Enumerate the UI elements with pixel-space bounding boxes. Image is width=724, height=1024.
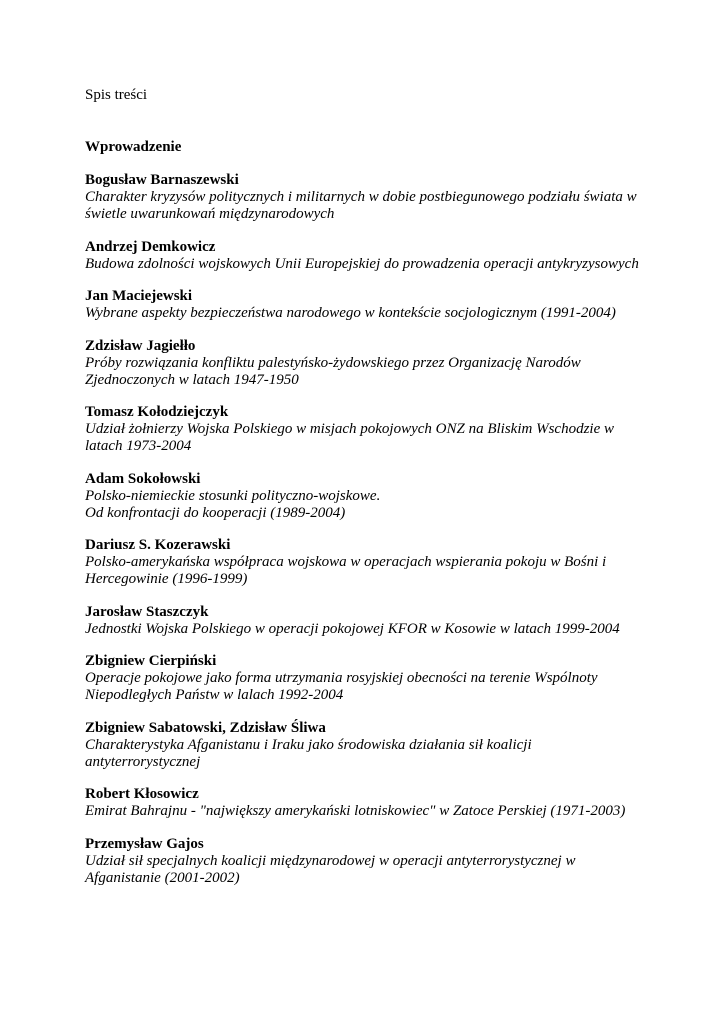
toc-entry <box>85 720 645 771</box>
entry-author: Jarosław Staszczyk <box>85 603 209 620</box>
toc-entry <box>85 471 645 522</box>
entry-author: Przemysław Gajos <box>85 835 204 852</box>
document-page <box>85 86 645 902</box>
entry-author: Bogusław Barnaszewski <box>85 172 239 188</box>
entry-author: Tomasz Kołodziejczyk <box>85 404 229 420</box>
toc-entry <box>85 786 645 820</box>
entry-title: Polsko-amerykańska współpraca wojskowa w operacjach wspierania pokoju w Bośni i Hercegowinie (1996-1999) <box>85 554 607 587</box>
toc-entry <box>85 537 645 588</box>
entry-title: Wybrane aspekty bezpieczeństwa narodowego w kontekście socjologicznym (1991-2004) <box>85 305 616 321</box>
entry-title: Charakterystyka Afganistanu i Iraku jako środowiska działania sił koalicji antyterrorystycznej <box>85 736 532 770</box>
entry-title: Udział żołnierzy Wojska Polskiego w misjach pokojowych ONZ na Bliskim Wschodzie w latach 1973-2004 <box>85 421 614 454</box>
toc-entry <box>85 172 645 223</box>
toc-heading: Spis treści <box>85 87 148 103</box>
entry-author: Zdzisław Jagiełło <box>85 337 196 354</box>
toc-entry <box>85 239 645 273</box>
entry-author: Dariusz S. Kozerawski <box>85 537 231 553</box>
toc-entry <box>85 604 645 638</box>
entry-title: Charakter kryzysów politycznych i militarnych w dobie postbiegunowego podziału świata w świetle uwarunkowań międzynarodowych <box>85 189 637 222</box>
entry-author: Zbigniew Cierpiński <box>85 653 217 669</box>
entry-title: Jednostki Wojska Polskiego w operacji pokojowej KFOR w Kosowie w latach 1999-2004 <box>85 620 620 637</box>
entry-author: Jan Maciejewski <box>85 288 193 304</box>
toc-entry <box>85 338 645 389</box>
entry-author: Robert Kłosowicz <box>85 786 199 802</box>
toc-entry <box>85 836 645 887</box>
toc-entry <box>85 404 645 455</box>
entry-title: Emirat Bahrajnu - "największy amerykański lotniskowiec" w Zatoce Perskiej (1971-2003) <box>85 803 626 819</box>
entry-author: Adam Sokołowski <box>85 470 201 487</box>
entry-title: Udział sił specjalnych koalicji międzynarodowej w operacji antyterrorystycznej w Afganistanie (2001-2002) <box>85 852 576 886</box>
entry-title: Próby rozwiązania konfliktu palestyńsko-żydowskiego przez Organizację Narodów Zjednoczonych w latach 1947-1950 <box>85 354 581 388</box>
toc-entry <box>85 653 645 704</box>
entry-author: Andrzej Demkowicz <box>85 238 216 255</box>
entry-author: Zbigniew Sabatowski, Zdzisław Śliwa <box>85 719 326 736</box>
entry-title: Operacje pokojowe jako forma utrzymania rosyjskiej obecności na terenie Wspólnoty Niepodległych Państw w lalach 1992-2004 <box>85 670 598 703</box>
entry-title: Polsko-niemieckie stosunki polityczno-wojskowe. Od konfrontacji do kooperacji (1989-2004) <box>85 487 381 521</box>
intro-label: Wprowadzenie <box>85 139 182 155</box>
toc-entry <box>85 288 645 322</box>
entry-title: Budowa zdolności wojskowych Unii Europejskiej do prowadzenia operacji antykryzysowych <box>85 255 639 272</box>
